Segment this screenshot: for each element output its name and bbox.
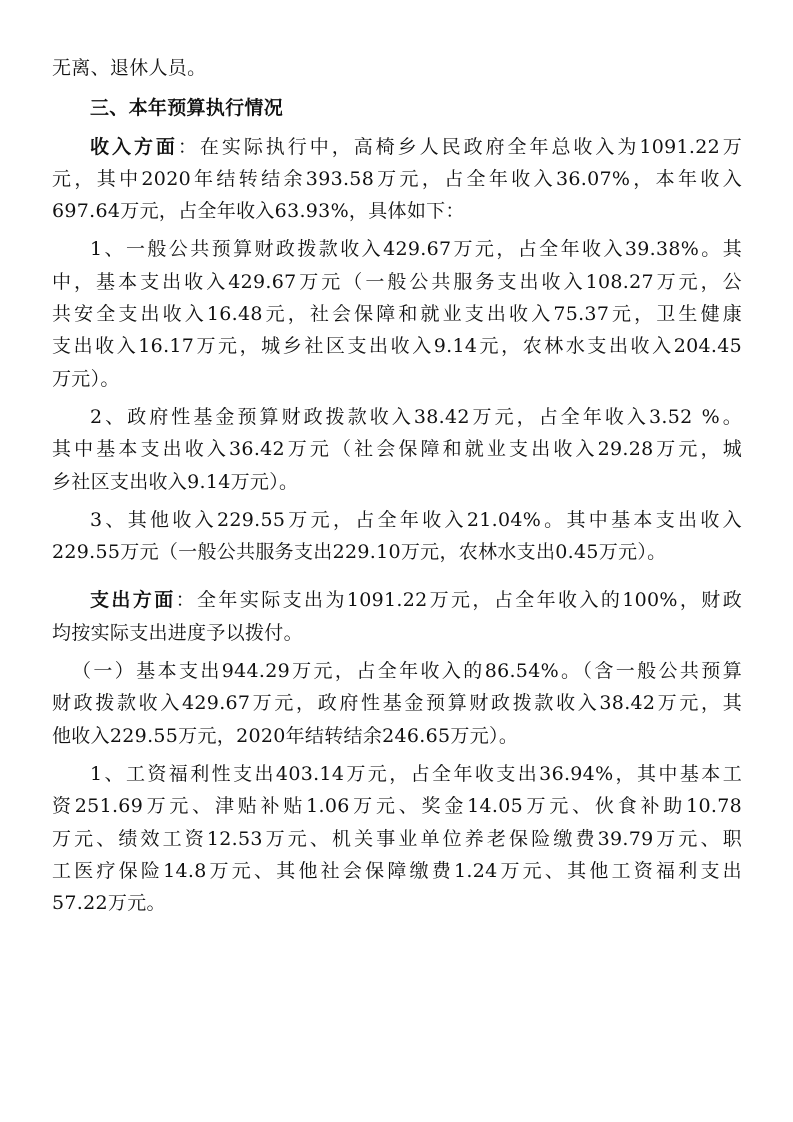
paragraph-line: 2、政府性基金预算财政拨款收入38.42万元，占全年收入3.52 %。 xyxy=(90,405,742,428)
paragraph-line: 支出收入16.17万元，城乡社区支出收入9.14元，农林水支出收入204.45 xyxy=(52,335,742,358)
document-page xyxy=(52,52,742,919)
text-line: 无离、退休人员。 xyxy=(52,57,207,79)
paragraph-line: 697.64万元，占全年收入63.93%，具体如下： xyxy=(52,200,465,223)
income-label: 收入方面 xyxy=(90,135,178,158)
paragraph-line: 1、工资福利性支出403.14万元，占全年收支出36.94%，其中基本工 xyxy=(90,762,742,785)
paragraph-line: 均按实际支出进度予以拨付。 xyxy=(52,621,303,644)
paragraph-line: 229.55万元（一般公共服务支出229.10万元，农林水支出0.45万元）。 xyxy=(52,541,667,564)
paragraph-line: 3、其他收入229.55万元，占全年收入21.04%。其中基本支出收入 xyxy=(90,508,742,531)
paragraph-line: 他收入229.55万元，2020年结转结余246.65万元）。 xyxy=(52,724,519,747)
section-heading: 三、本年预算执行情况 xyxy=(90,97,284,120)
paragraph-line: 财政拨款收入429.67万元，政府性基金预算财政拨款收入38.42万元，其 xyxy=(52,692,742,715)
paragraph-line: 乡社区支出收入9.14万元）。 xyxy=(52,470,299,493)
paragraph-line: 中，基本支出收入429.67万元（一般公共服务支出收入108.27万元，公 xyxy=(52,270,742,293)
paragraph-line: 其中基本支出收入36.42万元（社会保障和就业支出收入29.28万元，城 xyxy=(52,438,742,461)
text-span: ：全年实际支出为1091.22万元，占全年收入的100%，财政 xyxy=(175,589,742,612)
paragraph-line: 万元、绩效工资12.53万元、机关事业单位养老保险缴费39.79万元、职 xyxy=(52,827,742,850)
text-span: ：在实际执行中，高椅乡人民政府全年总收入为1091.22万 xyxy=(177,135,742,158)
paragraph-line: 1、一般公共预算财政拨款收入429.67万元，占全年收入39.38%。其 xyxy=(90,238,742,261)
paragraph-line: 万元）。 xyxy=(52,367,120,390)
expense-label: 支出方面 xyxy=(90,589,176,612)
paragraph-line: 工医疗保险14.8万元、其他社会保障缴费1.24万元、其他工资福利支出 xyxy=(52,859,742,882)
paragraph-line xyxy=(52,584,742,616)
paragraph-line: （一）基本支出944.29万元，占全年收入的86.54%。（含一般公共预算 xyxy=(72,660,742,683)
paragraph-line: 共安全支出收入16.48元，社会保障和就业支出收入75.37元，卫生健康 xyxy=(52,303,742,326)
paragraph-line: 元，其中2020年结转结余393.58万元，占全年收入36.07%，本年收入 xyxy=(52,167,742,190)
paragraph-line: 57.22万元。 xyxy=(52,892,166,915)
paragraph-line xyxy=(52,131,742,163)
paragraph-line: 资251.69万元、津贴补贴1.06万元、奖金14.05万元、伙食补助10.78 xyxy=(52,795,742,818)
